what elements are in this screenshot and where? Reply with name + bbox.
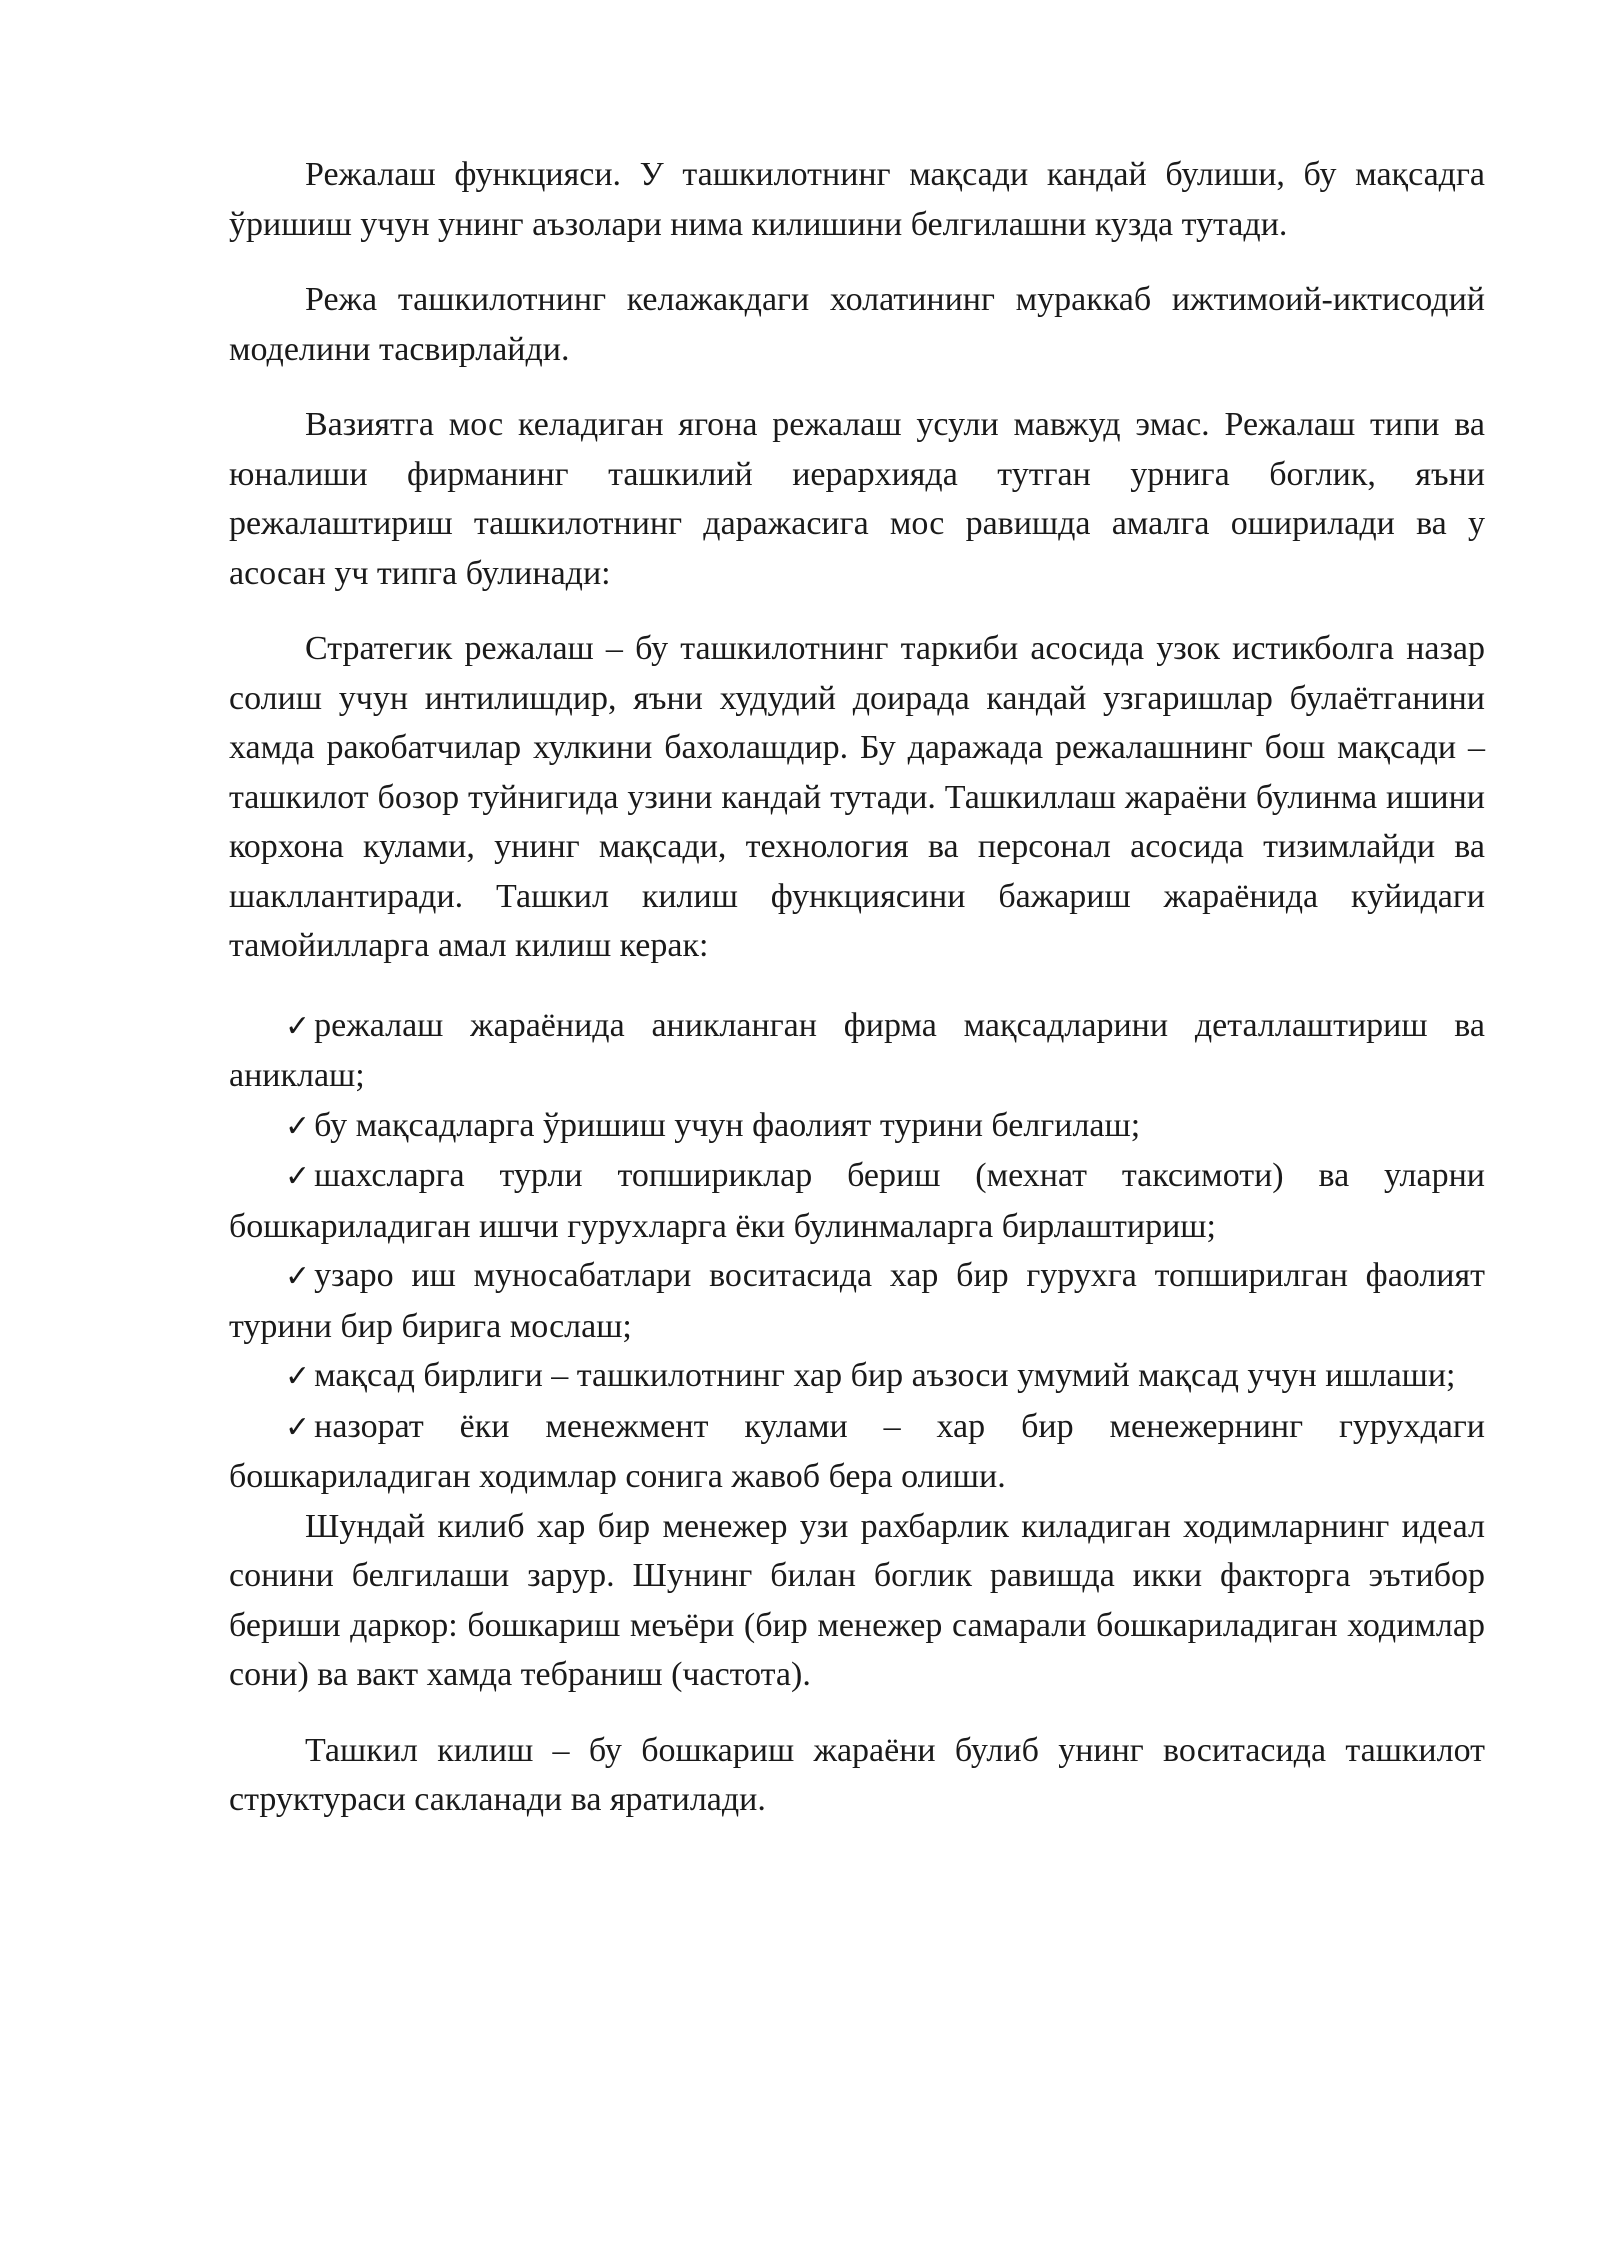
checkmark-icon: ✓: [285, 1008, 311, 1044]
paragraph-planning-function: Режалаш функцияси. У ташкилотнинг мақсади кандай булиши, бу мақсадга ўришиш учун унинг аъзолари нима килишини белгилашни кузда тутади.: [229, 156, 1485, 243]
paragraph-manager-span: Шундай килиб хар бир менежер узи рахбарлик киладиган ходимларнинг идеал сонини белгилаши зарур. Шунинг билан боглик равишда икки факторга эътибор бериши даркор: бошкариш меъёри (бир менежер самарали бошкариладиган ходимлар сони) ва вакт хамда тебраниш (частота).: [229, 1507, 1485, 1693]
list-item: ✓ режалаш жараёнида аникланган фирма мақсадларини деталлаштириш ва аниклаш;: [229, 1001, 1485, 1101]
checkmark-icon: ✓: [285, 1259, 311, 1294]
checkmark-icon: ✓: [285, 1359, 311, 1394]
list-item: ✓ шахсларга турли топшириклар бериш (мехнат таксимоти) ва уларни бошкариладиган ишчи гурухларга ёки булинмаларга бирлаштириш;: [229, 1151, 1485, 1251]
list-item: ✓ бу мақсадларга ўришиш учун фаолият турини белгилаш;: [229, 1101, 1485, 1152]
paragraph-organizing-definition: Ташкил килиш – бу бошкариш жараёни булиб унинг воситасида ташкилот структураси сакланади ва яратилади.: [229, 1731, 1485, 1818]
paragraph-strategic-planning: Стратегик режалаш – бу ташкилотнинг таркиби асосида узок истикболга назар солиш учун интилишдир, яъни худудий доирада кандай узгаришлар булаётганини хамда ракобатчилар хулкини бахолашдир. Бу даражада режалашнинг бош мақсади – ташкилот бозор туйнигида узини кандай тутади. Ташкиллаш жараёни булинма ишини корхона кулами, унинг мақсади, технология ва персонал асосида тизимлайди ва шакллантиради. Ташкил килиш функциясини бажариш жараёнида куйидаги тамойилларга амал килиш керак:: [229, 630, 1485, 964]
checkmark-icon: ✓: [285, 1409, 311, 1445]
paragraph-planning-types: Вазиятга мос келадиган ягона режалаш усули мавжуд эмас. Режалаш типи ва юналиши фирманинг ташкилий иерархияда тутган урнига боглик, яъни режалаштириш ташкилотнинг даражасига мос равишда амалга оширилади ва у асосан уч типга булинади:: [229, 406, 1485, 592]
list-item: ✓ назорат ёки менежмент кулами – хар бир менежернинг гурухдаги бошкариладиган ходимлар сонига жавоб бера олиши.: [229, 1402, 1485, 1502]
paragraph-plan-model: Режа ташкилотнинг келажакдаги холатининг мураккаб ижтимоий-иктисодий моделини тасвирлайди.: [229, 281, 1485, 368]
principles-list: [229, 1001, 1485, 1502]
checkmark-icon: ✓: [285, 1108, 311, 1144]
list-item: ✓ мақсад бирлиги – ташкилотнинг хар бир аъзоси умумий мақсад учун ишлаши;: [229, 1351, 1485, 1402]
checkmark-icon: ✓: [285, 1159, 311, 1194]
document-page: [229, 150, 1485, 1851]
list-item: ✓ узаро иш муносабатлари воситасида хар бир гурухга топширилган фаолият турини бир бирига мослаш;: [229, 1251, 1485, 1351]
